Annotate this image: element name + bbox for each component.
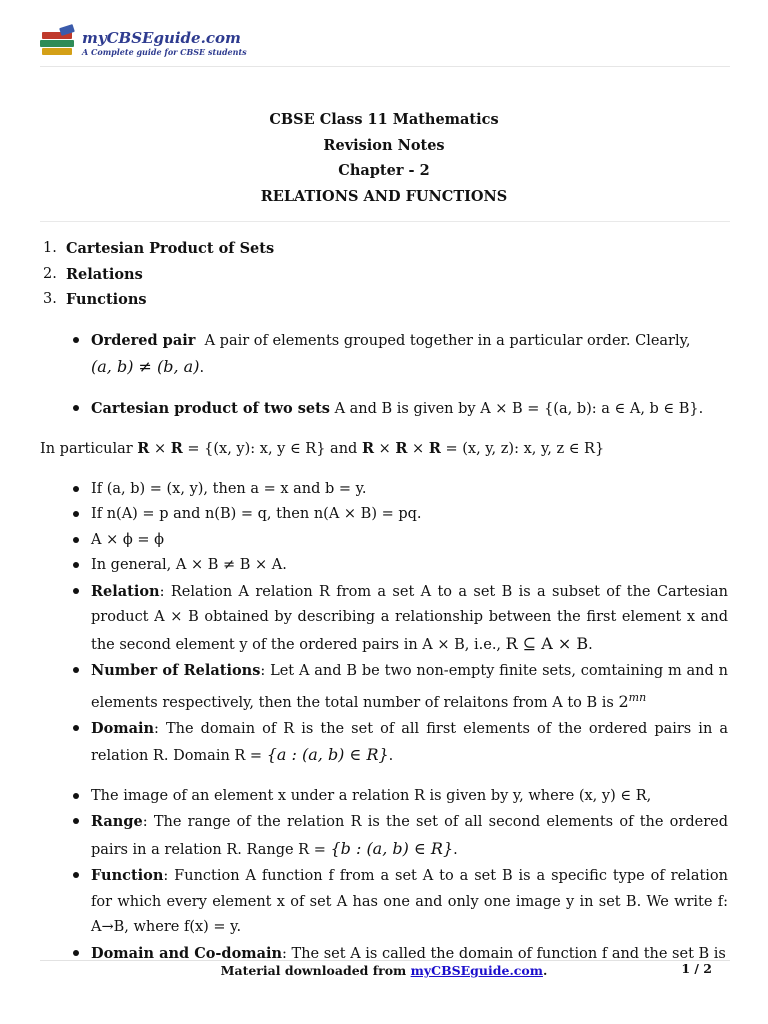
list-item: 3. Functions [43,291,147,308]
list-item: Cartesian product of two sets A and B is given by A × B = {(a, b): a ∈ A, b ∈ B}. [40,396,728,423]
list-item: Domain: The domain of R is the set of all first elements of the ordered pairs in a relation R. Domain R = {a : (a, b) ∈ R}. [40,716,728,770]
paragraph: In particular R × R = {(x, y): x, y ∈ R} and R × R × R = (x, y, z): x, y, z ∈ R} [40,440,605,457]
list-item: Function: Function A function f from a set A to a set B is a specific type of relation for which every element x of set A has one and only one image y in set B. We write f: A→B, where f(x) = y. [40,863,728,941]
brand-name: myCBSEguide.com [82,28,241,47]
list-item: 2. Relations [43,265,143,283]
brand-tagline: A Complete guide for CBSE students [82,46,247,57]
list-item: In general, A × B ≠ B × A. [40,553,728,579]
page-footer: Material downloaded from myCBSEguide.com. [220,963,548,978]
list-item: A × ϕ = ϕ [40,528,728,554]
title-divider [40,221,730,222]
topic-list [40,236,728,313]
title-notes: Revision Notes [323,136,445,154]
footer-divider [40,960,730,961]
list-item: Number of Relations: Let A and B be two non-empty finite sets, comtaining m and n elements respectively, then the total number of relaitons from A to B is $2^{mn}$ [40,658,728,716]
bullet-list-1 [40,328,728,423]
notes-body [40,236,728,967]
document-title [0,107,768,209]
title-topic: RELATIONS AND FUNCTIONS [260,187,508,205]
title-subject: CBSE Class 11 Mathematics [269,111,499,128]
site-logo[interactable] [40,26,247,60]
books-icon [40,26,80,60]
list-item: Relation: Relation A relation R from a set A to a set B is a subset of the Cartesian product A × B obtained by describing a relationship between the first element x and the second element y of the ordered pairs in A × B, i.e., R ⊆ A × B. [40,579,728,659]
list-item: Ordered pair A pair of elements grouped together in a particular order. Clearly, (a, b) ≠ (b, a). [40,328,728,382]
bullet-list-3 [40,784,728,968]
site-link[interactable]: myCBSEguide.com [410,963,543,978]
list-item: If n(A) = p and n(B) = q, then n(A × B) = pq. [40,502,728,528]
list-item: 1. Cartesian Product of Sets [43,240,275,257]
list-item: The image of an element x under a relation R is given by y, where (x, y) ∈ R, [40,784,728,810]
list-item: If (a, b) = (x, y), then a = x and b = y. [40,477,728,503]
list-item: Range: The range of the relation R is the set of all second elements of the ordered pairs in a relation R. Range R = {b : (a, b) ∈ R}. [40,809,728,863]
list-item: Domain and Co-domain: The set A is called the domain of function f and the set B is [40,941,728,968]
page-number: 1 / 2 [681,961,712,976]
bullet-list-2 [40,477,728,770]
page-header [40,24,730,67]
title-chapter: Chapter - 2 [338,162,430,179]
